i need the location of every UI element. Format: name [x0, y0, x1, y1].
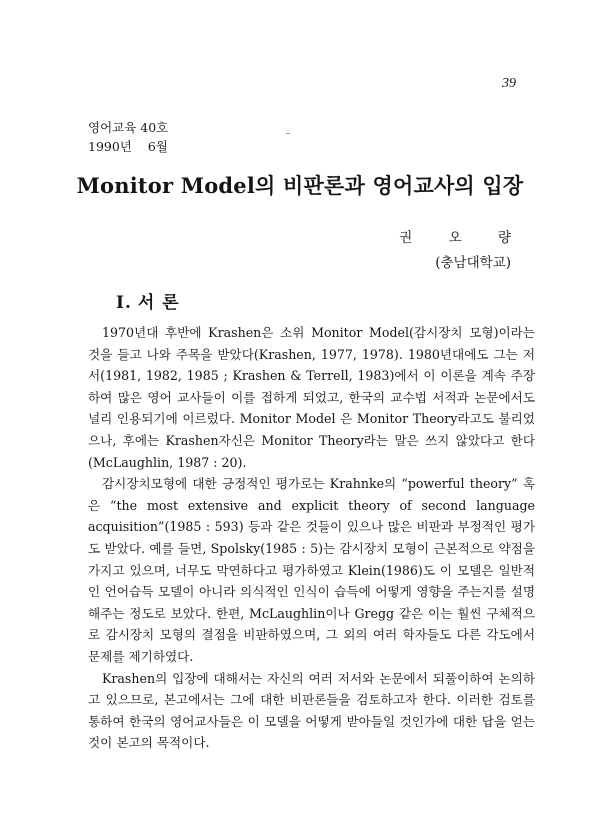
- page-number: 39: [502, 76, 516, 91]
- section-heading: [116, 288, 180, 313]
- paragraph: Krashen의 입장에 대해서는 자신의 여러 저서와 논문에서 되풀이하여 논의하고 있으므로, 본고에서는 그에 대한 비판론들을 검토하고자 한다. 이러한 검토를 통하여 한국의 영어교사들은 이 모델을 어떻게 받아들일 것인가에 대한 답을 얻는 것이 본고의 목적이다.: [88, 670, 535, 751]
- journal-year: 1990년: [88, 139, 132, 154]
- section-number: I.: [116, 293, 132, 313]
- journal-date: [88, 139, 168, 154]
- author-block: [399, 226, 527, 276]
- journal-issue: 영어교육 40호: [88, 120, 169, 135]
- body-text: [88, 322, 535, 754]
- author-name: 권 오 량: [399, 230, 527, 246]
- section-title: 서 론: [137, 293, 180, 313]
- paper-title: Monitor Model의 비판론과 영어교사의 입장: [76, 173, 524, 198]
- journal-month: 6월: [147, 139, 168, 154]
- scan-artifact: [286, 133, 290, 134]
- author-affiliation: (충남대학교): [435, 255, 511, 271]
- journal-info: [88, 118, 168, 156]
- paragraph: 감시장치모형에 대한 긍정적인 평가로는 Krahnke의 “powerful theory” 혹은 “the most extensive and explicit theory of second language acquisition”(1985 : 593) 등과 같은 것들이 있으나 많은 비판과 부정적인 평가도 받았다. 예를 들면, Spolsky(1985 : 5)는 감시장치 모형이 근본적으로 약점을 가지고 있으며, 너무도 막연하다고 평가하였고 Klein(1986)도 이 모델은 일반적인 언어습득 모델이 아니라 의식적인 인식이 습득에 어떻게 영향을 주는지를 설명해주는 정도로 보았다. 한편, McLaughlin이나 Gregg 같은 이는 훨씬 구체적으로 감시장치 모형의 결점을 비판하였으며, 그 외의 여러 학자들도 다른 각도에서 문제를 제기하였다.: [88, 476, 535, 664]
- paragraph: 1970년대 후반에 Krashen은 소위 Monitor Model(감시장치 모형)이라는 것을 들고 나와 주목을 받았다(Krashen, 1977, 1978). 1980년대에도 그는 저서(1981, 1982, 1985 ; Krashen & Terrell, 1983)에서 이 이론을 계속 주장하여 많은 영어 교사들이 이를 접하게 되었고, 한국의 교수법 서적과 논문에서도 널리 인용되기에 이르렀다. Monitor Model 은 Monitor Theory라고도 불리었으나, 후에는 Krashen자신은 Monitor Theory라는 말은 쓰지 않았다고 한다(McLaughlin, 1987 : 20).: [88, 325, 535, 470]
